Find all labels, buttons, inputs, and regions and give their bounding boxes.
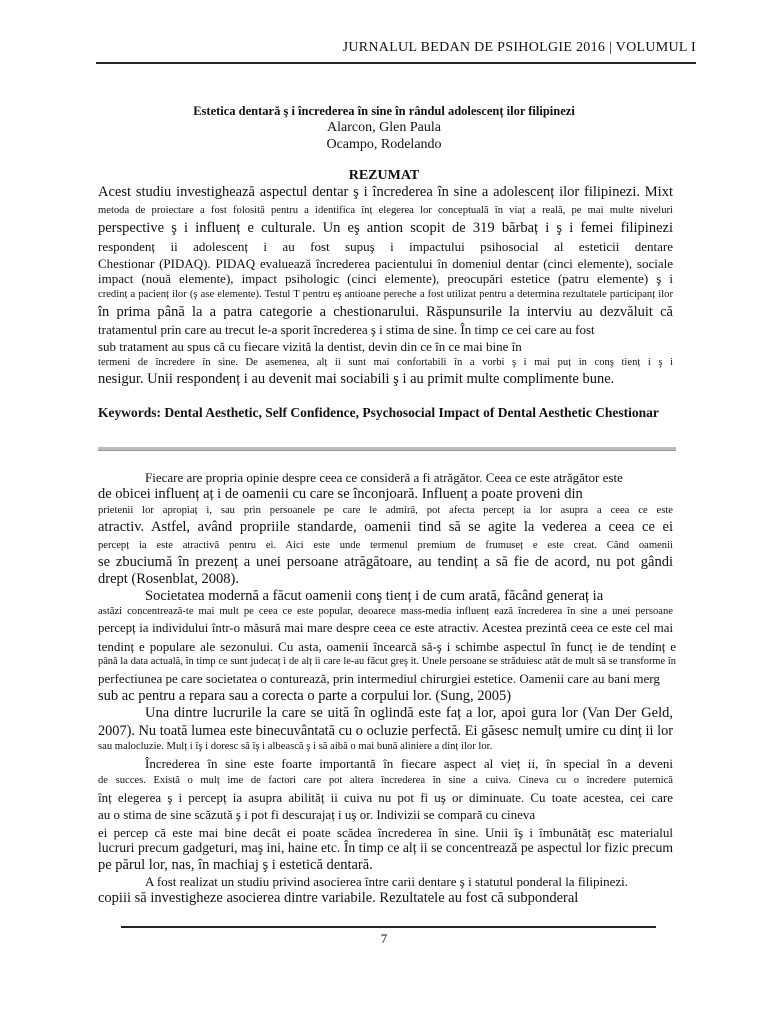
section-divider [98, 447, 676, 451]
page-number: 7 [380, 931, 388, 946]
body-line: au o stima de sine scăzută ş i pot fi descurajaț i uş or. Indivizii se compară cu cineva [98, 807, 536, 822]
body-line: Încrederea în sine este foarte importantă în fiecare aspect al vieț ii, în special în a deveni [145, 756, 673, 771]
body-line: Fiecare are propria opinie despre ceea ce consideră a fi atrăgător. Ceea ce este atrăgător este [145, 470, 623, 485]
abstract-line: în prima până la a patra categorie a chestionarului. Răspunsurile la interviu au dezvăluit că [98, 304, 673, 320]
body-line: astăzi concentrează-te mai mult pe ceea ce este popular, deoarece mass-media influenț ează încrederea în sine a unei persoane [98, 606, 673, 617]
abstract-line: metoda de proiectare a fost folosită pentru a identifica înț elegerea lor conceptuală în viaț a reală, pe mai multe niveluri [98, 205, 673, 216]
body-line: Societatea modernă a făcut oamenii conş tienț i de cum arată, făcând generaț ia [145, 588, 604, 604]
body-line: de obicei influenț aț i de oamenii cu care se înconjoară. Influenț a poate proveni din [98, 486, 583, 502]
body-line: ei percep că este mai bine decât ei poate scădea încrederea în sine. Unii îş i îmbunătăț esc materialul [98, 825, 673, 840]
body-line: drept (Rosenblat, 2008). [98, 571, 239, 587]
body-line: 2007). Nu toată lumea este binecuvântată cu o ocluzie perfectă. Ei găsesc nemulț umire cu dinț ii lor [98, 723, 673, 739]
body-line: înț elegerea ş i percepț ia asupra abilităț ii cuiva nu pot fi uş or diminuate. Cu toate acestea, cei care [98, 790, 673, 805]
body-line: pe părul lor, nas, în machiaj ş i estetică dentară. [98, 857, 373, 873]
body-line: sau malocluzie. Mulț i îş i doresc să îş i albească ş i să aibă o mai bună aliniere a dinț ilor lor. [98, 741, 493, 752]
header-rule [96, 62, 696, 64]
body-line: copiii să investigheze asocierea dintre variabile. Rezultatele au fost că subponderal [98, 890, 579, 906]
keywords: Keywords: Dental Aesthetic, Self Confidence, Psychosocial Impact of Dental Aesthetic Chestionar [98, 405, 659, 420]
body-line: percepț ia este atractivă pentru ei. Aici este unde termenul premium de frumuseț e este creat. Când oamenii [98, 540, 673, 551]
abstract-line: Acest studiu investighează aspectul dentar ş i încrederea în sine a adolescenț ilor filipinezi. Mixt [98, 184, 673, 200]
abstract-line: respondenț ii adolescenț i au fost supuş i impactului psihosocial al esteticii dentare [98, 239, 673, 254]
abstract-heading: REZUMAT [348, 168, 420, 183]
body-line: de succes. Există o mulț ime de factori care pot altera încrederea în sine a cuiva. Cineva cu o încredere puternică [98, 775, 673, 786]
abstract-line: sub tratament au spus că cu fiecare vizită la dentist, devin din ce în ce mai bine în [98, 339, 522, 354]
abstract-line: credinț a pacienț ilor (ş ase elemente). Testul T pentru eş antioane pereche a fost utilizat pentru a determina rezultatele participanț ilor [98, 289, 673, 300]
body-line: perfectiunea pe care societatea o conturează, prin intermediul chirurgiei estetice. Oamenii care au bani merg [98, 671, 660, 686]
abstract-line: impact (nouă elemente), impact psihologic (cinci elemente), preocupări estetice (patru elemente) ş i [98, 271, 673, 286]
body-line: Una dintre lucrurile la care se uită în oglindă este faț a lor, apoi gura lor (Van Der Geld, [145, 705, 673, 721]
journal-header: JURNALUL BEDAN DE PSIHOLGIE 2016 | VOLUMUL I [342, 40, 696, 55]
abstract-line: tratamentul prin care au trecut le-a sporit încrederea ş i stima de sine. În timp ce cei care au fost [98, 322, 595, 337]
body-line: sub ac pentru a repara sau a corecta o parte a corpului lor. (Sung, 2005) [98, 688, 512, 704]
body-line: până la data actuală, în timp ce sunt judecaț i de alț ii care le-au făcut greş it. Unele persoane se străduiesc atât de mult să se transforme în [98, 656, 676, 667]
author-1: Alarcon, Glen Paula [327, 120, 441, 135]
article-title: Estetica dentară ş i încrederea în sine în rândul adolescenț ilor filipinezi [193, 104, 575, 118]
body-line: prietenii lor apropiaț i, sau prin persoanele pe care le admiră, pot afecta percepț ia lor asupra a ceea ce este [98, 505, 673, 516]
abstract-line: Chestionar (PIDAQ). PIDAQ evaluează încrederea pacientului în domeniul dentar (cinci elemente), sociale [98, 256, 673, 271]
body-line: percepț ia individului într-o măsură mai mare despre ceea ce este atractiv. Acestea prezintă ceea ce este cel mai [98, 621, 673, 635]
body-line: se zbuciumă în prezenț a unei persoane atrăgătoare, au tendinț a să fie de acord, nu pot gândi [98, 554, 673, 570]
abstract-line: perspective ş i influenț e culturale. Un eş antion scopit de 319 bărbaț i ş i femei filipinezi [98, 220, 673, 236]
abstract-line: nesigur. Unii respondenț i au devenit mai sociabili ş i au primit multe complimente bune. [98, 371, 615, 387]
author-2: Ocampo, Rodelando [326, 137, 442, 152]
body-line: lucruri precum gadgeturi, maş ini, haine etc. În timp ce alț ii se concentrează pe aspectul lor fizic precum [98, 840, 673, 855]
body-line: atractiv. Astfel, având propriile standarde, oamenii tind să se agite la vederea a ceea ce ei [98, 519, 673, 535]
abstract-line: termeni de încredere în sine. De asemenea, alț ii sunt mai confortabili în a vorbi ş i mai puț in conş tienț i ş i [98, 357, 673, 368]
body-line: tendinț e populare ale sezonului. Cu asta, oamenii încearcă să-ş i schimbe aspectul în funcț ie de tendinț e [98, 639, 676, 654]
body-line: A fost realizat un studiu privind asocierea între carii dentare ş i statutul ponderal la filipinezi. [145, 874, 629, 889]
footer-rule [121, 926, 656, 928]
